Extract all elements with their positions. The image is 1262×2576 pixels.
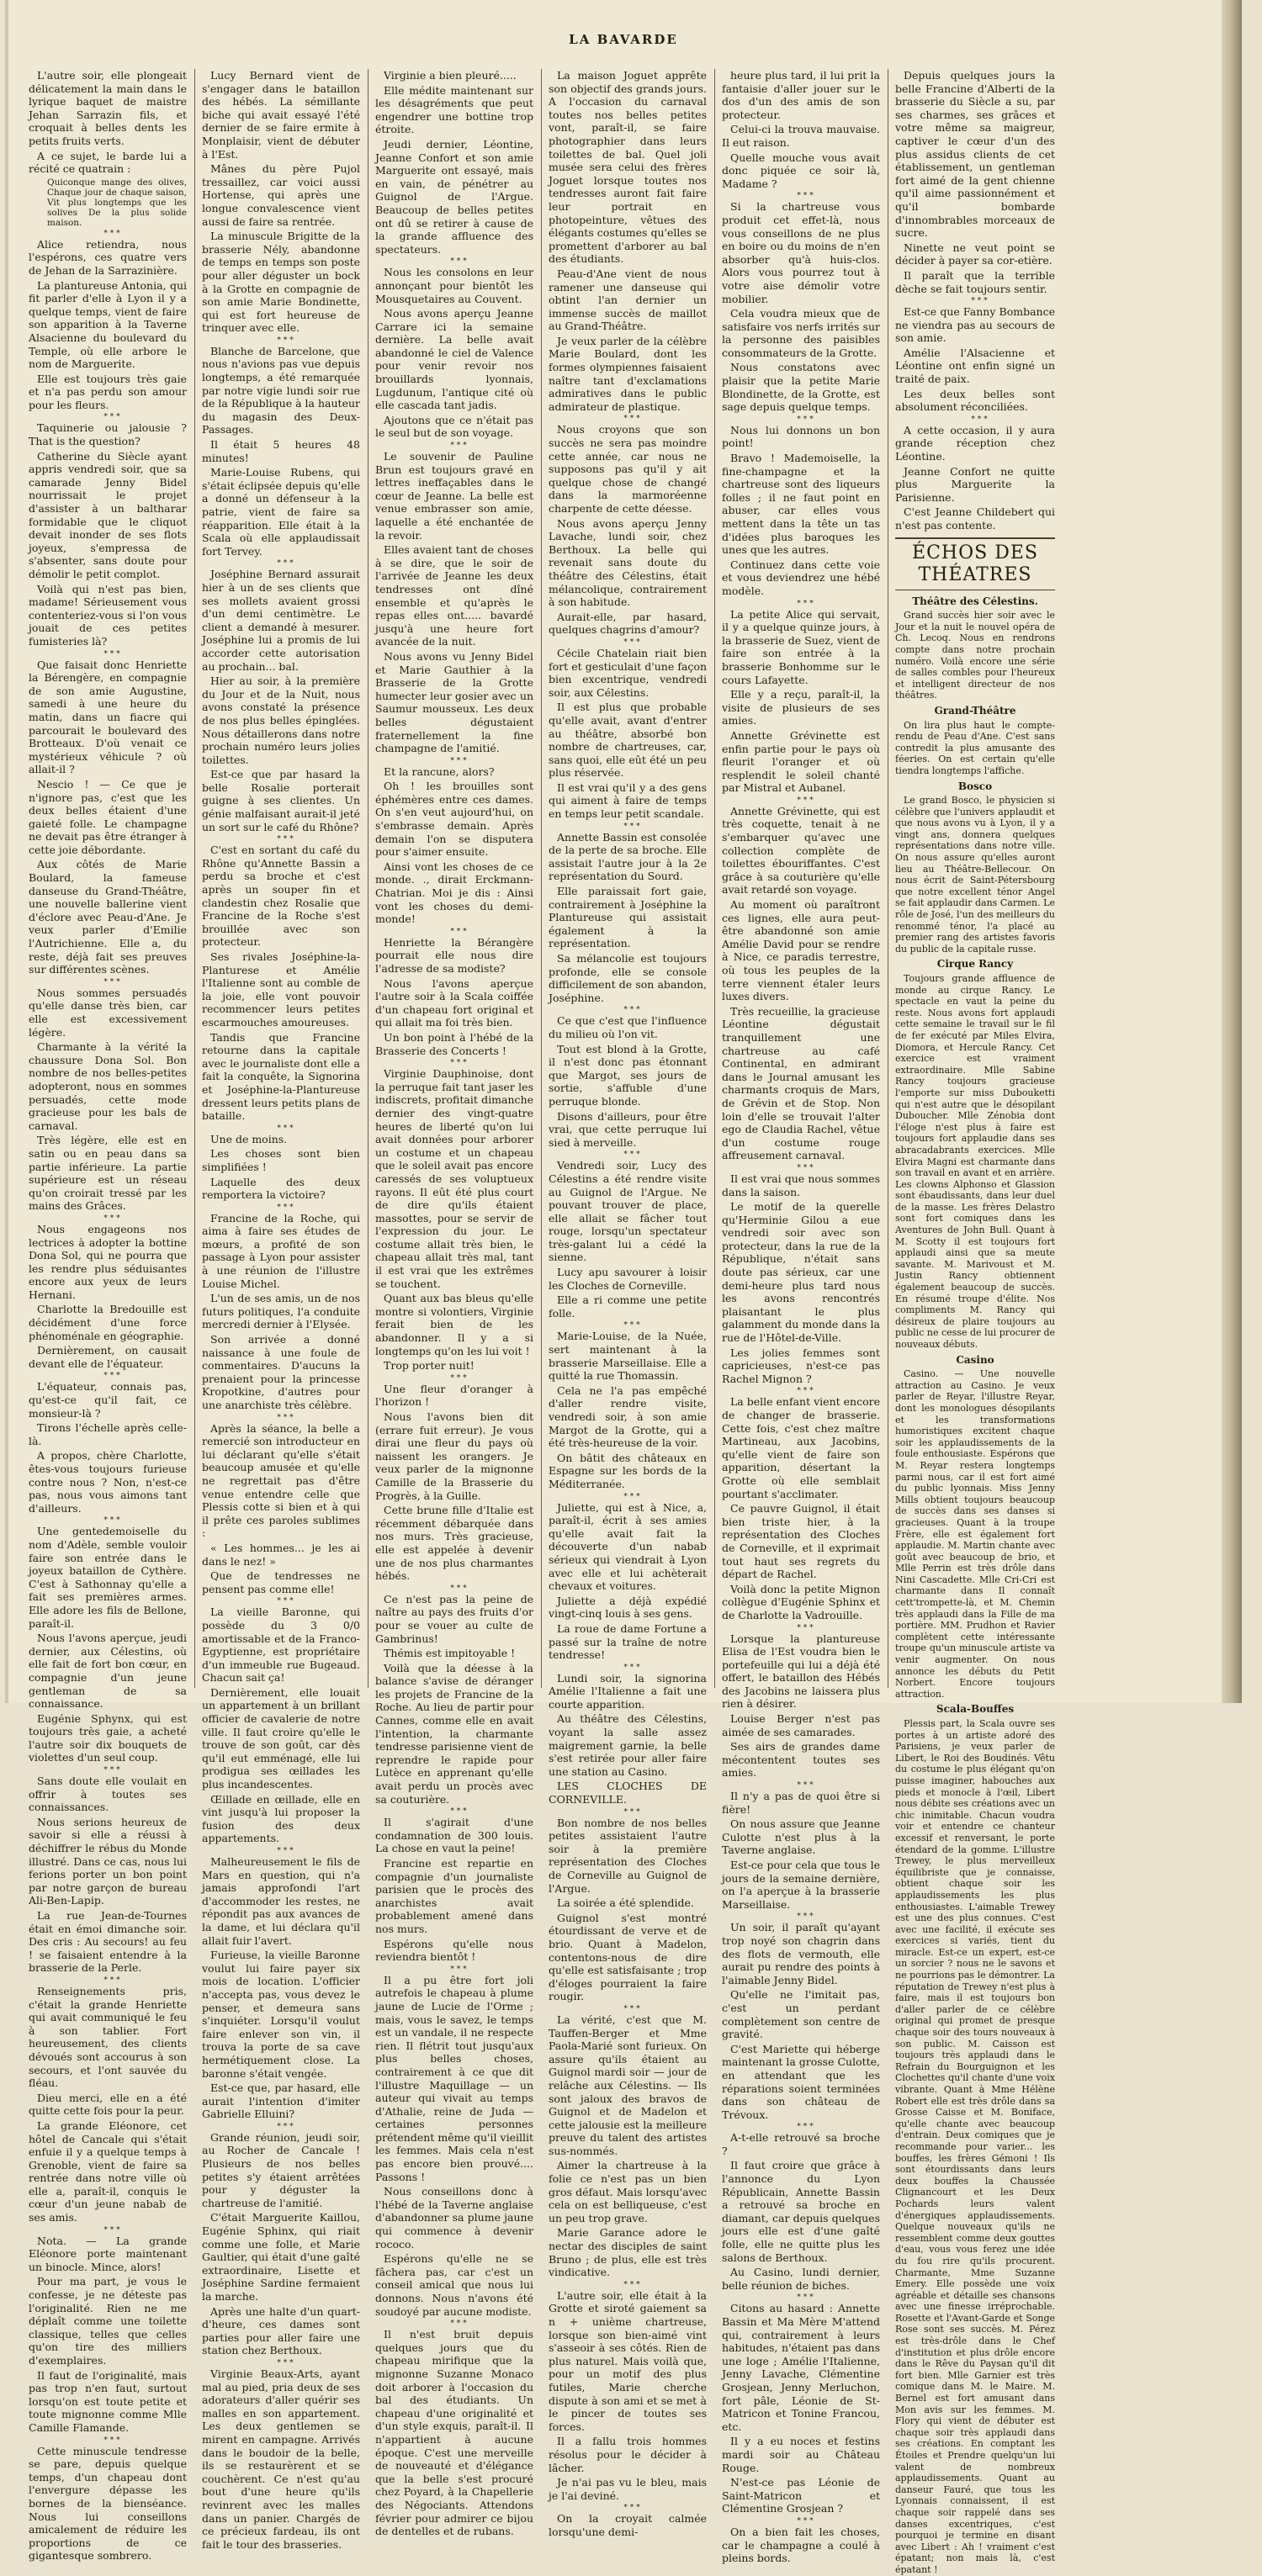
- echos-section-text: Toujours grande affluence de monde au cirque Rancy. Le spectacle en vaut la peine du reste. Nous avons fort applaudi cette semaine le travail sur le fil de fer exécuté par Miles Elvira, Diomora, et Hercule Rancy. Cet exercice est vraiment extraordinaire. Mlle Sabine Rancy toujours gracieuse l'emporte sur miss Dubouketti qui n'est autre que le désopilant Duboucher. Mlle Zénobia dont l'éloge n'est plus à faire est toujours fort applaudie dans ses abracadabrants exercices. Mlle Elvira Magni est charmante dans son travail en avant et en arrière. Les clowns Alphonso et Glassion sont ébaudissants, dans leur duel de la masse. Les frères Delastro sont fort comiques dans les Aventures de John Bull. Quant à M. Scotty il est toujours fort applaudi ainsi que sa meute savante. M. Marivoust et M. Justin Rancy obtiennent également beaucoup de succès. En résumé troupe d'élite. Nos compliments M. Rancy qui désireux de plaire toujours au public ne cesse de lui procurer de nouveaux débuts.: [895, 973, 1055, 1350]
- columns: [29, 69, 1232, 2575]
- article-paragraph: L'un de ses amis, un de nos futurs politiques, l'a conduite mercredi dernier à l'Elysée.: [202, 1292, 360, 1331]
- separator-asterism: * * *: [797, 1781, 814, 1791]
- article-paragraph: Sa mélancolie est toujours profonde, elle se console difficilement de son abandon, Joséphine.: [549, 952, 707, 1004]
- separator-asterism: * * *: [797, 1163, 814, 1172]
- separator-asterism: * * *: [797, 1912, 814, 1922]
- article-paragraph: Son arrivée a donné naissance à une foule de commentaires. D'aucuns la prenaient pour la princesse Kropotkine, d'autres pour une anarchiste très célèbre.: [202, 1333, 360, 1411]
- article-paragraph: Bravo ! Mademoiselle, la fine-champagne et la chartreuse sont des liqueurs folles ; il ne faut point en abuser, car elles vous mettent dans la tête un tas d'idées plus baroques les unes que les autres.: [722, 452, 880, 557]
- separator-asterism: * * *: [450, 1584, 467, 1593]
- article-paragraph: C'est en sortant du café du Rhône qu'Annette Bassin a perdu sa broche et c'est après un souper fin et clandestin chez Rosalie que Francine de la Roche s'est brouillée avec son protecteur.: [202, 844, 360, 949]
- article-paragraph: A cette occasion, il y aura grande réception chez Léontine.: [895, 423, 1055, 463]
- article-paragraph: Citons au hasard : Annette Bassin et Ma Mère M'attend qui, contrairement à leurs habitudes, n'étaient pas dans une loge ; Amélie l'Italienne, Jenny Lavache, Clémentine Grosjean, Jenny Merluchon, fort pâle, Léonie de St-Matricon et Tonine Francou, etc.: [722, 2302, 880, 2433]
- echos-section-title: Cirque Rancy: [936, 958, 1014, 971]
- article-paragraph: Thémis est impitoyable !: [384, 1647, 516, 1660]
- echos-section-title: Grand-Théâtre: [934, 704, 1016, 717]
- article-paragraph: La vieille Baronne, qui possède du 3 0/0 amortissable et de la Franco-Egyptienne, est propriétaire d'un immeuble rue Bugeaud. Chacun sait ça!: [202, 1605, 360, 1685]
- separator-asterism: * * *: [623, 2504, 640, 2513]
- separator-asterism: * * *: [623, 1321, 640, 1330]
- article-paragraph: Lucy apu savourer à loisir les Cloches de Corneville.: [549, 1266, 707, 1292]
- separator-asterism: * * *: [623, 1492, 640, 1501]
- article-paragraph: Elle a ri comme une petite folle.: [549, 1293, 707, 1320]
- article-paragraph: Nous conseillons donc à l'hébé de la Taverne anglaise d'abandonner sa plume jaune qui commence à devenir rococo.: [375, 2185, 533, 2251]
- article-paragraph: Furieuse, la vieille Baronne voulut lui faire payer six mois de location. L'officier n'accepta pas, vous devez le penser, et demeura sans s'inquiéter. Lorsqu'il voulut faire enlever son vin, il trouva la porte de sa cave hermétiquement close. La baronne s'était vengée.: [202, 1949, 360, 2080]
- echos-section-text: On lira plus haut le compte-rendu de Peau d'Ane. C'est sans contredit la plus amusante des féeries. On est certain qu'elle tiendra longtemps l'affiche.: [895, 719, 1055, 776]
- article-paragraph: Sans doute elle voulait en offrir à toutes ses connaissances.: [29, 1775, 187, 1814]
- article-paragraph: Dernièrement, elle louait un appartement à un brillant officier de cavalerie de notre ville. Il faut croire qu'elle le trouve de son goût, car dès qu'il eut emménagé, elle lui prodigua ses œillades les plus incandescentes.: [202, 1685, 360, 1791]
- article-paragraph: Qu'elle ne l'imitait pas, c'est un perdant complètement son centre de gravité.: [722, 1988, 880, 2041]
- article-paragraph: Annette Grévinette, qui est très coquette, tenait à ne s'embarquer qu'avec une collection complète de toilettes ébouriffantes. C'est grâce à sa couturière qu'elle avait retardé son voyage.: [722, 804, 880, 897]
- separator-asterism: * * *: [277, 559, 294, 569]
- article-paragraph: Nous les consolons en leur annonçant pour bientôt les Mousquetaires au Couvent.: [375, 266, 533, 305]
- separator-asterism: * * *: [797, 415, 814, 424]
- separator-asterism: * * *: [797, 1623, 814, 1632]
- separator-asterism: * * *: [450, 257, 467, 267]
- echos-section-title: Théâtre des Célestins.: [912, 595, 1038, 607]
- article-paragraph: Je veux parler de la célèbre Marie Boulard, dont les formes olympiennes faisaient naître tant d'exclamations admiratives dans le public admirateur de plastique.: [549, 334, 707, 413]
- article-paragraph: Nous avons aperçu Jeanne Carrare ici la semaine dernière. La belle avait abandonné le ciel de Valence pour venir revoir nos brouillards lyonnais, Lugdunum, l'antique cité où elle cascada tant jadis.: [375, 307, 533, 412]
- article-paragraph: Elle est toujours très gaie et n'a pas perdu son amour pour les fleurs.: [29, 372, 187, 411]
- article-paragraph: Est-ce que, par hasard, elle aurait l'intention d'imiter Gabrielle Elluini?: [202, 2081, 360, 2121]
- article-paragraph: Nous l'avons bien dit (errare fuit erreur). Je vous dirai une fleur du pays où naissent les orangers. Je veux parler de la mignonne Camille de la Brasserie du Progrès, à la Guille.: [375, 1410, 533, 1502]
- article-paragraph: Celui-ci la trouva mauvaise. Il eut raison.: [722, 123, 880, 149]
- article-paragraph: Les deux belles sont absolument réconciliées.: [895, 387, 1055, 414]
- article-paragraph: Charmante à la vérité la chaussure Dona Sol. Bon nombre de nos belles-petites adopteront, nous en sommes persuadés, cette mode gracieuse pour les bals de carnaval.: [29, 1040, 187, 1132]
- article-paragraph: Quant aux bas bleus qu'elle montre si volontiers, Virginie ferait bien de les abandonner. Il y a si longtemps qu'on les lui voit !: [375, 1292, 533, 1357]
- article-paragraph: Quelle mouche vous avait donc piquée ce soir là, Madame ?: [722, 151, 880, 190]
- column-3: [375, 69, 533, 2538]
- article-paragraph: La grande Eléonore, cet hôtel de Cancale qui s'était enfuie il y a quelque temps à Grenoble, vient de faire sa rentrée dans notre ville où elle a, paraît-il, conquis le cœur d'un jeune nabab de ses amis.: [29, 2118, 187, 2224]
- separator-asterism: * * *: [797, 599, 814, 608]
- article-paragraph: Au théâtre des Célestins, voyant la salle assez maigrement garnie, la belle s'est retirée pour aller faire une station au Casino.: [549, 1712, 707, 1778]
- separator-asterism: * * *: [450, 1807, 467, 1817]
- article-paragraph: Après la séance, la belle a remercié son introducteur en lui déclarant qu'elle s'était beaucoup amusée et qu'elle ne regrettait pas d'être venue entendre celle que Plessis cotte si bien et à qui il prête ces paroles sublimes :: [202, 1421, 360, 1540]
- separator-asterism: * * *: [797, 2293, 814, 2303]
- article-paragraph: Voilà qui n'est pas bien, madame! Sérieusement vous contenteriez-vous si l'on vous jouait de ces petites fumisteries là?: [29, 582, 187, 648]
- article-paragraph: Annette Bassin est consolée de la perte de sa broche. Elle assistait l'autre jour à la 2e représentation du Sourd.: [549, 830, 707, 883]
- echos-section-text: Le grand Bosco, le physicien si célèbre que l'univers applaudit et que nous avons vu à Lyon, il y a vingt ans, donnera quelques représentations dans notre ville. On nous assure qu'elles auront lieu au Théâtre-Bellecour. On nous écrit de Saint-Pétersbourg que notre excellent ténor Angel se fait applaudir dans Carmen. Le rôle de José, l'un des meilleurs du renommé ténor, l'a placé au premier rang des artistes favoris du public de la capitale russe.: [895, 795, 1055, 955]
- article-paragraph: Dieu merci, elle en a été quitte cette fois pour la peur.: [29, 2091, 187, 2118]
- article-paragraph: Nous serions heureux de savoir si elle a réussi à déchiffrer le rébus du Monde illustré. Dans ce cas, nous lui ferions porter un bon point par notre garçon de bureau Ali-Ben-Lapip.: [29, 1815, 187, 1907]
- article-paragraph: L'autre soir, elle plongeait délicatement la main dans le lyrique baquet de maistre Jehan Sarrazin fils, et croquait à belles dents les petits fruits verts.: [29, 69, 187, 147]
- article-paragraph: A propos, chère Charlotte, êtes-vous toujours furieuse contre nous ? Non, n'est-ce pas, nous vous aimons tant d'ailleurs.: [29, 1449, 187, 1515]
- article-paragraph: Grande réunion, jeudi soir, au Rocher de Cancale ! Plusieurs de nos belles petites s'y étaient arrêtées pour y déguster la chartreuse de l'amitié.: [202, 2130, 360, 2209]
- article-paragraph: Elle paraissait fort gaie, contrairement à Joséphine la Plantureuse qui assistait également à la représentation.: [549, 885, 707, 950]
- echos-heading: ÉCHOS DES THÉATRES: [895, 537, 1055, 590]
- article-paragraph: N'est-ce pas Léonie de Saint-Matricon et Clémentine Grosjean ?: [722, 2476, 880, 2515]
- article-paragraph: Jeanne Confort ne quitte plus Marguerite la Parisienne.: [895, 464, 1055, 504]
- article-paragraph: Ses rivales Joséphine-la-Planturese et Amélie l'Italienne sont au comble de la joie, elle vont pouvoir recommencer leurs petites escarmouches amoureuses.: [202, 950, 360, 1029]
- article-paragraph: Nescio ! — Ce que je n'ignore pas, c'est que les deux belles étaient d'une gaieté folle. Le champagne ne devait pas être étranger à cette joie débordante.: [29, 777, 187, 856]
- separator-asterism: * * *: [103, 977, 120, 986]
- article-paragraph: Nous l'avons aperçue, jeudi dernier, aux Célestins, où elle fait de fort bon cœur, en compagnie d'un jeune gentleman de sa connaissance.: [29, 1632, 187, 1711]
- article-paragraph: Le motif de la querelle qu'Herminie Gilou a eue vendredi soir avec son protecteur, dans la rue de la République, n'était sans doute pas sérieux, car une demi-heure plus tard nous les avons rencontrés plaisantant le plus galamment du monde dans la rue de l'Hôtel-de-Ville.: [722, 1200, 880, 1345]
- article-paragraph: A ce sujet, le barde lui a récité ce quatrain :: [29, 149, 187, 176]
- article-paragraph: Joséphine Bernard assurait hier à un de ses clients que ses mollets avaient grossi d'un demi centimètre. Le client a demandé à mesurer. Joséphine lui a promis de lui accorder cette autorisation au prochain... bal.: [202, 568, 360, 673]
- echos-section-title: Scala-Bouffes: [936, 1703, 1015, 1716]
- article-paragraph: Ce n'est pas la peine de naître au pays des fruits d'or pour se vouer au culte de Gambrinus!: [375, 1592, 533, 1645]
- article-paragraph: Les choses sont bien simplifiées !: [202, 1147, 360, 1173]
- article-paragraph: Marie-Louise, de la Nuée, sert maintenant à la brasserie Marseillaise. Elle a quitté la rue Thomassin.: [549, 1330, 707, 1383]
- separator-asterism: * * *: [450, 2319, 467, 2329]
- article-paragraph: Est-ce pour cela que tous le jours de la semaine dernière, on l'a aperçue à la brasserie Marseillaise.: [722, 1859, 880, 1911]
- article-paragraph: Juliette a déjà expédié vingt-cinq louis à ses gens.: [549, 1594, 707, 1621]
- article-paragraph: Louise Berger n'est pas aimée de ses camarades.: [722, 1712, 880, 1738]
- separator-asterism: * * *: [277, 2358, 294, 2367]
- separator-asterism: * * *: [277, 1413, 294, 1422]
- article-paragraph: Pour ma part, je vous le confesse, je ne déteste pas l'originalité. Rien ne me déplaît comme une toilette classique, telles que celles qu'on tire des milliers d'exemplaires.: [29, 2275, 187, 2367]
- article-paragraph: Marie Garance adore le nectar des disciples de saint Bruno ; de plus, elle est très vindicative.: [549, 2226, 707, 2279]
- article-paragraph: Elles avaient tant de choses à se dire, que le soir de l'arrivée de Jeanne les deux tendresses ont dîné ensemble et qu'après le repas elles ont..... bavardé jusqu'à une heure fort avancée de la nuit.: [375, 543, 533, 648]
- article-paragraph: Vendredi soir, Lucy des Célestins a été rendre visite au Guignol de l'Argue. Ne pouvant trouver de place, elle allait se fâcher tout rouge, lorsqu'un spectateur très-galant lui a cédé la sienne.: [549, 1159, 707, 1264]
- article-paragraph: On la croyait calmée lorsqu'une demi-: [549, 2512, 707, 2538]
- article-paragraph: Cette brune fille d'Italie est récemment débarquée dans nos murs. Très gracieuse, elle est appelée à devenir une de nos plus charmantes hébés.: [375, 1504, 533, 1583]
- page-edge: [1222, 0, 1242, 1703]
- article-paragraph: Ce que c'est que l'influence du milieu où l'on vit.: [549, 1014, 707, 1040]
- column-rule: [714, 69, 715, 1688]
- article-paragraph: Je n'ai pas vu le bleu, mais je l'ai deviné.: [549, 2476, 707, 2502]
- article-paragraph: Ninette ne veut point se décider à payer sa cor-etière.: [895, 241, 1055, 267]
- article-paragraph: La belle enfant vient encore de changer de brasserie. Cette fois, c'est chez maître Martineau, aux Jacobins, qu'elle vient de faire son apparition, désertant la Grotte où elle semblait pourtant s'acclimater.: [722, 1395, 880, 1500]
- separator-asterism: * * *: [797, 192, 814, 201]
- article-paragraph: Il n'est bruit depuis quelques jours que du chapeau mirifique que la mignonne Suzanne Monaco doit arborer à l'occasion du bal des étudiants. Un chapeau d'une originalité et d'un style exquis, paraît-il. Il n'appartient à aucune époque. C'est une merveille de nouveauté et d'élégance que la belle s'est procuré chez Poyard, à la Chapellerie des Négociants. Attendons février pour admirer ce bijou de dentelles et de rubans.: [375, 2328, 533, 2538]
- article-paragraph: Les jolies femmes sont capricieuses, n'est-ce pas Rachel Mignon ?: [722, 1346, 880, 1385]
- article-paragraph: Un bon point à l'hébé de la Brasserie des Concerts !: [375, 1030, 533, 1057]
- article-paragraph: Tirons l'échelle après celle-là.: [29, 1421, 187, 1447]
- article-paragraph: Ajoutons que ce n'était pas le seul but de son voyage.: [375, 413, 533, 440]
- article-paragraph: Cela voudra mieux que de satisfaire vos nerfs irrités sur la personne des paisibles consommateurs de la Grotte.: [722, 307, 880, 359]
- article-paragraph: Il a fallu trois hommes résolus pour le décider à lâcher.: [549, 2435, 707, 2474]
- article-paragraph: Nous l'avons aperçue l'autre soir à la Scala coiffée d'un chapeau fort original et qui allait ma foi très bien.: [375, 976, 533, 1029]
- article-paragraph: La rue Jean-de-Tournes était en émoi dimanche soir. Des cris : Au secours! au feu ! se faisaient entendre à la brasserie de la Perle.: [29, 1909, 187, 1975]
- separator-asterism: * * *: [103, 229, 120, 238]
- article-paragraph: Il est vrai qu'il y a des gens qui aiment à faire de temps en temps leur petit scandale.: [549, 780, 707, 821]
- article-paragraph: Que de tendresses ne pensent pas comme elle!: [202, 1569, 360, 1595]
- article-paragraph: Lucy Bernard vient de s'engager dans le bataillon des hébés. La sémillante biche qui avait essayé l'été dernier de se faire ermite à Monplaisir, vient de débuter à l'Est.: [202, 69, 360, 161]
- separator-asterism: * * *: [103, 1372, 120, 1381]
- article-paragraph: Blanche de Barcelone, que nous n'avions pas vue depuis longtemps, a été remarquée par notre vigie lundi soir rue de la République à la hauteur du magasin des Deux-Passages.: [202, 344, 360, 436]
- separator-asterism: * * *: [623, 1006, 640, 1015]
- article-paragraph: Malheureusement le fils de Mars en question, qui n'a jamais approfondi l'art d'accommoder les restes, ne répondit pas aux avances de la dame, et lui déclara qu'il allait fuir l'avert.: [202, 1855, 360, 1947]
- article-paragraph: Il a pu être fort joli autrefois le chapeau à plume jaune de Lucie de l'Orme ; mais, vous le savez, le temps est un vandale, il ne respecte rien. Il flétrit tout jusqu'aux plus belles choses, contrairement à ce que dit l'illustre Maquillage — un auteur qui vivait au temps d'Athalie, reine de Juda — certaines personnes prétendent même qu'il vieillit les femmes. Mais cela n'est pas encore bien prouvé.... Passons !: [375, 1973, 533, 2183]
- article-paragraph: Catherine du Siècle ayant appris vendredi soir, que sa camarade Jenny Bidel nourrissait le projet d'assister à un baltharar formidable que le cliquot devait inonder de ses flots joyeux, s'empressa de s'absenter, sans doute pour démolir le petit complot.: [29, 449, 187, 580]
- separator-asterism: * * *: [450, 442, 467, 451]
- article-paragraph: L'équateur, connais pas, qu'est-ce qu'il fait, ce monsieur-là ?: [29, 1380, 187, 1420]
- echos-section-title: Casino: [956, 1353, 994, 1366]
- article-paragraph: Henriette la Bérangère pourrait elle nous dire l'adresse de sa modiste?: [375, 935, 533, 975]
- article-paragraph: Aurait-elle, par hasard, quelques chagrins d'amour?: [549, 610, 707, 637]
- separator-asterism: * * *: [103, 1766, 120, 1775]
- article-paragraph: Virginie a bien pleuré.....: [384, 69, 517, 82]
- separator-asterism: * * *: [277, 1124, 294, 1133]
- article-paragraph: Depuis quelques jours la belle Francine d'Alberti de la brasserie du Siècle a su, par ses charmes, ses grâces et votre même sa maigreur, captiver le cœur d'un des plus assidus clients de cet établissement, un gentleman fort aimé de la gent chienne qu'il aime passionnément et qu'il bombarde d'innombrables morceaux de sucre.: [895, 69, 1055, 240]
- article-paragraph: Francine est repartie en compagnie d'un journaliste parisien que le procès des anarchistes avait probablement amené dans nos murs.: [375, 1857, 533, 1935]
- separator-asterism: * * *: [277, 1597, 294, 1606]
- article-paragraph: Très légère, elle est en satin ou en peau dans sa partie inférieure. La partie supérieure est un réseau qu'on croirait tressé par les mains des Grâces.: [29, 1134, 187, 1213]
- article-paragraph: C'est Mariette qui héberge maintenant la grosse Culotte, en attendant que les réparations soient terminées dans son château de Trévoux.: [722, 2042, 881, 2121]
- article-paragraph: Dernièrement, on causait devant elle de l'équateur.: [29, 1344, 187, 1370]
- separator-asterism: * * *: [971, 297, 988, 306]
- article-paragraph: Tout est blond à la Grotte, il n'est donc pas étonnant que Margot, ses jours de sortie, s'affuble d'une perruque blonde.: [549, 1042, 707, 1108]
- separator-asterism: * * *: [103, 1516, 120, 1526]
- separator-asterism: * * *: [277, 2122, 294, 2131]
- article-paragraph: Nous croyons que son succès ne sera pas moindre cette année, car nous ne supposons pas qu'il y ait quelque chose de changé dans la marmoréenne charpente de cette déesse.: [549, 423, 707, 515]
- article-paragraph: Nous constatons avec plaisir que la petite Marie Blondinette, de la Grotte, est sage depuis quelque temps.: [722, 361, 880, 414]
- article-paragraph: Laquelle des deux remportera la victoire?: [202, 1175, 360, 1202]
- article-paragraph: Il n'y a pas de quoi être si fière!: [722, 1790, 880, 1816]
- article-paragraph: LES CLOCHES DE CORNEVILLE.: [549, 1780, 707, 1806]
- article-paragraph: Très recueillie, la gracieuse Léontine dégustait tranquillement une chartreuse au café Continental, en admirant dans le Journal amusant les charmants croquis de Mars, de Grévin et de Stop. Non loin d'elle se trouvait l'alter ego de Claudia Rachel, vêtue d'un costume rouge affreusement carnaval.: [722, 1004, 880, 1162]
- article-paragraph: Nota. — La grande Eléonore porte maintenant un binocle. Mince, alors!: [29, 2234, 187, 2273]
- article-paragraph: heure plus tard, il lui prit la fantaisie d'aller jouer sur le dos d'un des amis de son protecteur.: [722, 69, 880, 121]
- article-paragraph: Eugénie Sphynx, qui est toujours très gaie, a acheté l'autre soir dix bouquets de violettes d'un seul coup.: [29, 1711, 187, 1764]
- article-paragraph: Cette minuscule tendresse se pare, depuis quelque temps, d'un chapeau dont l'envergure dépasse les bornes de la bienséance. Nous lui conseillons amicalement de réduire les proportions de ce gigantesque sombrero.: [29, 2444, 187, 2563]
- separator-asterism: * * *: [450, 1373, 467, 1383]
- article-paragraph: Virginie Beaux-Arts, ayant mal au pied, pria deux de ses adorateurs d'aller quérir ses malles en son appartement. Les deux gentlemen se mirent en campagne. Arrivés dans le boudoir de la belle, ils se restaurèrent et se couchèrent. Ce n'est qu'au bout d'une heure qu'ils revinrent avec les malles dans un panier. Chargés de ce précieux fardeau, ils ont fait le tour des brasseries.: [202, 2367, 360, 2551]
- separator-asterism: * * *: [623, 1663, 640, 1672]
- column-2: [202, 69, 360, 2551]
- separator-asterism: * * *: [623, 1150, 640, 1160]
- article-paragraph: Guignol s'est montré étourdissant de verve et de brio. Quant à Madelon, contentons-nous de dire qu'elle est satisfaisante ; trop d'éloges pourraient la faire rougir.: [549, 1911, 707, 2003]
- article-paragraph: Il est vrai que nous sommes dans la saison.: [722, 1172, 880, 1198]
- article-paragraph: Juliette, qui est à Nice, a, paraît-il, écrit à ses amies qu'elle avait fait la découverte d'un nabab sérieux qui viendrait à Lyon avec elle et lui achèterait chevaux et voitures.: [549, 1500, 707, 1593]
- article-paragraph: Marie-Louise Rubens, qui s'était éclipsée depuis qu'elle a donné un défenseur à la patrie, vient de faire sa réapparition. Elle était à la Scala où elle applaudissait fort Tervey.: [202, 466, 360, 558]
- article-paragraph: On bâtit des châteaux en Espagne sur les bords de la Méditerranée.: [549, 1451, 707, 1490]
- article-paragraph: Est-ce que par hasard la belle Rosalie porterait guigne à ses clientes. Un génie malfaisant aurait-il jeté un sort sur le café du Rhône?: [202, 768, 360, 833]
- article-paragraph: La plantureuse Antonia, qui fit parler d'elle à Lyon il y a quelque temps, vient de faire son apparition à la Taverne Alsacienne du boulevard du Temple, où elle arbore le nom de Marguerite.: [29, 278, 187, 371]
- article-paragraph: A-t-elle retrouvé sa broche ?: [722, 2131, 880, 2157]
- article-paragraph: La soirée a été splendide.: [557, 1896, 694, 1910]
- article-paragraph: Peau-d'Ane vient de nous ramener une danseuse qui obtint l'an dernier un immense succès de maillot au Grand-Théâtre.: [549, 267, 707, 333]
- article-paragraph: Bon nombre de nos belles petites assistaient l'autre soir à la première représentation des Cloches de Corneville au Guignol de l'Argue.: [549, 1816, 707, 1895]
- article-paragraph: Annette Grévinette est enfin partie pour le pays où fleurit l'oranger et où resplendit le soleil chanté par Mistral et Aubanel.: [722, 728, 880, 795]
- article-paragraph: Œillade en œillade, elle en vint jusqu'à lui proposer la fusion des deux appartements.: [202, 1792, 360, 1845]
- separator-asterism: * * *: [277, 1203, 294, 1212]
- article-paragraph: Il était 5 heures 48 minutes!: [202, 438, 360, 464]
- separator-asterism: * * *: [450, 756, 467, 765]
- article-paragraph: Voilà que la déesse à la balance s'avise de déranger les projets de Francine de la Roche. Au lieu de partir pour Cannes, comme elle en avait l'intention, la charmante tendresse parisienne vient de reprendre le rapide pour Lutèce en apprenant qu'elle avait perdu un procès avec sa couturière.: [375, 1661, 533, 1806]
- separator-asterism: * * *: [103, 649, 120, 659]
- article-paragraph: Trop porter nuit!: [384, 1359, 475, 1373]
- article-paragraph: La vérité, c'est que M. Tauffen-Berger et Mme Paola-Marié sont furieux. On assure qu'ils étaient au Guignol mardi soir — jour de relâche aux Célestins. — Ils sont jaloux des bravos de Guignol et de Madelon et cette jalousie est la meilleure preuve du talent des artistes sus-nommés.: [549, 2013, 707, 2157]
- article-paragraph: « Les hommes... je les ai dans le nez! »: [202, 1541, 360, 1568]
- echos-section-text: Plessis part, la Scala ouvre ses portes à un artiste adoré des Parisiens, je veux parler de Libert, le Roi des Boudinés. Vêtu du costume le plus élégant qu'on puisse imaginer, habouches aux pieds et monocle à l'œil, Libert nous débite ses créations avec un chic inimitable. Chacun voudra voir et entendre ce chanteur excessif et renversant, le porte étendard de la gomme. L'illustre Trewey, le plus merveilleux équilibriste que je connaisse, obtient chaque soir les applaudissements les plus enthousiastes. L'aimable Trewey est une des plus connues. C'est avec une facilité, il exécute ses exercices si variés, tient du miracle. Est-ce un expert, est-ce un sorcier ? nous ne le savons et ne pourrions pas le démontrer. La réputation de Trewey n'est plus à faire, mais il est toujours bon d'aller parler de ce célèbre original qui promet de presque chaque soir des tours nouveaux à son public. M. Caisson est toujours très applaudi dans le Refrain du Bourguignon et les Clochettes qu'il chante d'une voix vibrante. Quant à Mme Hélène Robert elle est très drôle dans sa Grosse Caisse et M. Boniface, qu'elle chante avec beaucoup d'entrain. Deux comiques que je recommande pour varier... les bouffes, les frères Gémoni ! Ils sont étourdissants dans leurs deux bouffes la Chaussée Clignancourt et les Deux Pochards leurs valent d'énergiques applaudissements. Quelque nouveaux qu'ils ne ressemblent comme deux gouttes d'eau, vous vous ferez une idée du fou rire qu'ils procurent. Charmante, Mme Suzanne Emery. Elle possède une voix agréable et détaille ses chansons avec une finesse irréprochable. Rosette et l'Avant-Garde et Songe Rose sont ses succès. M. Pérez est très-drôle dans le Chef d'institution et plus drôle encore dans le Rêve du Paysan qu'il dit fort bien. Mlle Garnier est très comique dans M. le Maire. M. Bernel est fort amusant dans Mon avis sur les femmes. M. Flory qui vient de débuter est chaque soir très applaudi dans ses créations. En comptant les Étoiles et Prendre quelqu'un lui valent de nombreux applaudissements. Quant au danseur Fauré, que tous les Lyonnais connaissent, il est chaque soir rappelé dans ses danses excentriques, c'est pourquoi je termine en disant avec Libert : Ah ! vraiment c'est épatant; non mais là, c'est épatant !: [895, 1718, 1055, 2575]
- separator-asterism: * * *: [623, 637, 640, 647]
- article-paragraph: Un soir, il paraît qu'ayant trop noyé son chagrin dans des flots de vermouth, elle aurait pu rendre des points à l'aimable Jenny Bidel.: [722, 1921, 880, 1986]
- article-paragraph: On nous assure que Jeanne Culotte n'est plus à la Taverne anglaise.: [722, 1817, 880, 1857]
- separator-asterism: * * *: [971, 415, 988, 424]
- separator-asterism: * * *: [103, 2436, 120, 2445]
- article-paragraph: Alice retiendra, nous l'espérons, ces quatre vers de Jehan de la Sarrazinière.: [29, 237, 187, 277]
- article-paragraph: Est-ce que Fanny Bombance ne viendra pas au secours de son amie.: [895, 305, 1055, 345]
- article-paragraph: Il faut croire que grâce à l'annonce du Lyon Républicain, Annette Bassin a retrouvé sa broche en diamant, car depuis quelques jours elle est d'une gaîté folle, elle ne quitte plus les salons de Berthoux.: [722, 2159, 880, 2264]
- separator-asterism: * * *: [277, 835, 294, 844]
- article-paragraph: Si la chartreuse vous produit cet effet-là, nous vous conseillons de ne plus en boire ou du moins de n'en absorber qu'à huis-clos. Alors vous pourrez tout à votre aise démolir votre mobilier.: [722, 200, 880, 305]
- article-paragraph: Le souvenir de Pauline Brun est toujours gravé en lettres ineffaçables dans le cœur de Jeanne. La belle est venue embrasser son amie, laquelle a été enchantée de la revoir.: [375, 450, 533, 542]
- article-paragraph: L'autre soir, elle était à la Grotte et siroté gaiement sa n + unième chartreuse, lorsque son bien-aimé vint s'asseoir à ses côtés. Rien de plus naturel. Mais voilà que, pour un motif des plus futiles, Marie cherche dispute à son ami et se met à le pincer de toutes ses forces.: [549, 2288, 707, 2433]
- article-paragraph: Continuez dans cette voie et vous deviendrez une hébé modèle.: [722, 558, 880, 597]
- article-paragraph: Il s'agirait d'une condamnation de 300 louis. La chose en vaut la peine!: [375, 1816, 533, 1855]
- article-paragraph: Nous sommes persuadés qu'elle danse très bien, car elle est excessivement légère.: [29, 986, 187, 1039]
- article-paragraph: Il faut de l'originalité, mais pas trop n'en faut, surtout lorsqu'on est toute petite et toute mignonne comme Mlle Camille Flamande.: [29, 2368, 187, 2434]
- column-1: [29, 69, 187, 2563]
- separator-asterism: * * *: [623, 822, 640, 831]
- article-paragraph: Une fleur d'oranger à l'horizon !: [375, 1382, 533, 1409]
- separator-asterism: * * *: [103, 1214, 120, 1223]
- column-6-gossip: [895, 69, 1055, 532]
- article-paragraph: Jeudi dernier, Léontine, Jeanne Confort et son amie Marguerite ont essayé, mais en vain, de pénétrer au Guignol de l'Argue. Beaucoup de belles petites ont dû se retirer à cause de la grande affluence des spectateurs.: [375, 137, 533, 256]
- echos-section-title: Bosco: [957, 780, 993, 792]
- article-paragraph: Une gentedemoiselle du nom d'Adèle, semble vouloir faire son entrée dans le joyeux bataillon de Cythère. C'est à Sathonnay qu'elle a fait ses premières armes. Elle adore les fils de Bellone, paraît-il.: [29, 1525, 187, 1630]
- article-paragraph: Nous lui donnons un bon point!: [722, 423, 880, 450]
- separator-asterism: * * *: [797, 2516, 814, 2526]
- article-paragraph: Francine de la Roche, qui aima à faire ses études de mœurs, a profité de son passage à Lyon pour assister à une réunion de l'illustre Louise Michel.: [202, 1211, 360, 1290]
- separator-asterism: * * *: [103, 1976, 120, 1985]
- article-paragraph: La roue de dame Fortune a passé sur la traîne de notre tendresse!: [549, 1621, 707, 1662]
- article-paragraph: Elle médite maintenant sur les désagréments que peut engendrer une bottine trop étroite.: [375, 83, 533, 136]
- article-paragraph: Elle y a reçu, paraît-il, la visite de plusieurs de ses amies.: [722, 688, 880, 727]
- separator-asterism: * * *: [623, 415, 640, 424]
- article-paragraph: Une de moins.: [210, 1132, 288, 1145]
- article-paragraph: La maison Joguet apprête son objectif des grands jours. A l'occasion du carnaval toutes nos belles petites vont, paraît-il, se faire photographier dans leurs toilettes de bal. Quel joli musée sera celui des frères Joguet lorsque toutes nos tendresses auront fait faire leur portrait en photopeinture, vêtues des élégants costumes qu'elles se promettent d'arborer au bal des étudiants.: [549, 69, 707, 266]
- article-paragraph: Voilà donc la petite Mignon collègue d'Eugénie Sphinx et de Charlotte la Vadrouille.: [722, 1582, 880, 1621]
- article-paragraph: Quiconque mange des olives, Chaque jour de chaque saison, Vit plus longtemps que les solives De la plus solide maison.: [47, 177, 187, 228]
- column-rule: [541, 69, 542, 1688]
- article-paragraph: Espérons qu'elle nous reviendra bientôt !: [375, 1937, 533, 1964]
- article-paragraph: La minuscule Brigitte de la brasserie Nély, abandonne de temps en temps son poste pour aller déguster un bock à la Grotte en compagnie de son amie Marie Bondinette, qui est fort heureuse de trinquer avec elle.: [202, 230, 360, 335]
- article-paragraph: Il est plus que probable qu'elle avait, avant d'entrer au théâtre, absorbé bon nombre de chartreuses, car, sans quoi, elle eût été un peu plus réservée.: [549, 701, 707, 780]
- article-paragraph: On a bien fait les choses, car le champagne a coulé à pleins bords.: [722, 2525, 880, 2565]
- article-paragraph: Amélie l'Alsacienne et Léontine ont enfin signé un traité de paix.: [895, 346, 1055, 386]
- article-paragraph: Après une halte d'un quart-d'heure, ces dames sont parties pour aller faire une station chez Berthoux.: [202, 2304, 360, 2357]
- column-4: [549, 69, 707, 2538]
- article-paragraph: Il paraît que la terrible dèche se fait toujours sentir.: [895, 268, 1055, 295]
- article-paragraph: Tandis que Francine retourne dans la capitale avec le journaliste dont elle a fait la conquête, la Signorina et Joséphine-la-Plantureuse dressent leurs petits plans de bataille.: [202, 1030, 360, 1123]
- article-paragraph: Mânes du père Pujol tressaillez, car voici aussi Hortense, qui après une longue convalescence vient aussi de faire sa rentrée.: [202, 162, 360, 228]
- article-paragraph: Virginie Dauphinoise, dont la perruque fait tant jaser les indiscrets, profitait dimanche dernier des vingt-quatre heures de liberté qu'on lui avait données pour arborer un costume et un chapeau que le soleil avait pas encore caressés de ses voluptueux rayons. Il eût été plus court de dire qu'ils étaient massottes, pour se servir de l'expression du jour. Le costume allait très bien, le chapeau allait très mal, tant il est vrai que les extrêmes se touchent.: [375, 1067, 533, 1290]
- article-paragraph: Cécile Chatelain riait bien fort et gesticulait d'une façon bien excentrique, vendredi soir, aux Célestins.: [549, 646, 707, 699]
- column-rule: [194, 69, 195, 1688]
- separator-asterism: * * *: [103, 413, 120, 422]
- newspaper-page: [5, 0, 1242, 2575]
- column-rule: [368, 69, 369, 1688]
- separator-asterism: * * *: [277, 336, 294, 345]
- article-paragraph: Ses airs de grandes dame mécontentent toutes ses amies.: [722, 1740, 880, 1780]
- separator-asterism: * * *: [623, 2280, 640, 2289]
- article-paragraph: Au moment où paraîtront ces lignes, elle aura peut-être abandonné son amie Amélie David pour se rendre à Nice, ce paradis terrestre, où tous les peuples de la terre viennent étaler leurs luxes divers.: [722, 898, 880, 1003]
- article-paragraph: Que faisait donc Henriette la Bérengère, en compagnie de son amie Augustine, samedi à une heure du matin, dans un fiacre qui parcourait le boulevard des Brotteaux. D'où venait ce mystérieux véhicule ? où allait-il ?: [29, 658, 187, 776]
- article-paragraph: Lundi soir, la signorina Amélie l'Italienne a fait une courte apparition.: [549, 1671, 707, 1711]
- article-paragraph: Ce pauvre Guignol, il était bien triste hier, à la représentation des Cloches de Corneville, et il exprimait tout haut ses regrets du départ de Rachel.: [722, 1502, 880, 1581]
- separator-asterism: * * *: [797, 2123, 814, 2132]
- column-5: [722, 69, 881, 2565]
- article-paragraph: Charlotte la Bredouille est décidément d'une force phénoménale en géographie.: [29, 1303, 187, 1342]
- article-paragraph: Ainsi vont les choses de ce monde. ., dirait Erckmann-Chatrian. Moi je dis : Ainsi vont les choses du demi-monde!: [375, 860, 533, 926]
- separator-asterism: * * *: [450, 1059, 467, 1068]
- article-paragraph: Taquinerie ou jalousie ? That is the question?: [29, 421, 187, 448]
- separator-asterism: * * *: [623, 1807, 640, 1817]
- separator-asterism: * * *: [277, 1847, 294, 1855]
- article-paragraph: La petite Alice qui servait, il y a quelque quinze jours, à la brasserie de Suez, vient de faire son entrée à la brasserie Bonhomme sur le cours Lafayette.: [722, 607, 880, 686]
- echos-sections: [895, 595, 1055, 2576]
- separator-asterism: * * *: [797, 1387, 814, 1396]
- article-paragraph: Aux côtés de Marie Boulard, la fameuse danseuse du Grand-Théâtre, une nouvelle ballerine vient d'éclore avec Peau-d'Ane. Je veux parler d'Emilie l'Autrichienne. Elle a, du reste, déjà fait ses preuves sur différentes scènes.: [29, 858, 187, 976]
- article-paragraph: C'est Jeanne Childebert qui n'est pas contente.: [895, 505, 1055, 532]
- article-paragraph: Renseignements pris, c'était la grande Henriette qui avait communiqué le feu à son tablier. Fort heureusement, des clients dévoués sont accourus à son secours, et l'ont sauvée du fléau.: [29, 1984, 187, 2090]
- separator-asterism: * * *: [623, 2004, 640, 2013]
- article-paragraph: C'était Marguerite Kaillou, Eugénie Sphinx, qui riait comme une folle, et Marie Gaultier, qui était d'une gaîté extraordinaire, Lisette et Joséphine Sardine fermaient la marche.: [202, 2211, 360, 2303]
- article-paragraph: Lorsque la plantureuse Elisa de l'Est voudra bien le portefeuille qui lui a déjà été offert, le bataillon des Hébés des Jacobins ne laissera plus rien à désirer.: [722, 1632, 880, 1711]
- article-paragraph: Espérons qu'elle ne se fâchera pas, car c'est un conseil amical que nous lui donnons. Nous n'avons été soudoyé par aucune modiste.: [375, 2252, 533, 2318]
- article-paragraph: Et la rancune, alors?: [384, 764, 495, 778]
- column-6: [895, 69, 1055, 2575]
- separator-asterism: * * *: [450, 1965, 467, 1974]
- echos-section-text: Grand succès hier soir avec le Jour et la nuit le nouvel opéra de Ch. Lecoq. Nous en rendrons compte dans notre prochain numéro. Voilà encore une série de salles combles pour l'heureux et intelligent directeur de nos théâtres.: [895, 610, 1055, 701]
- article-paragraph: Au Casino, lundi dernier, belle réunion de biches.: [722, 2266, 880, 2292]
- separator-asterism: * * *: [450, 927, 467, 936]
- article-paragraph: Disons d'ailleurs, pour être vrai, que cette perruque lui sied à merveille.: [549, 1109, 707, 1149]
- article-paragraph: Aimer la chartreuse à la folie ce n'est pas un bien gros défaut. Mais lorsqu'avec cela on est belliqueuse, c'est un peu trop grave.: [549, 2159, 707, 2224]
- echos-section-text: Casino. — Une nouvelle attraction au Casino. Je veux parler de Reyar, l'illustre Reyar, dont les monologues désopilants et les transformations humoristiques excitent chaque soir les applaudissements de la foule enthousiaste. Espérons que M. Reyar restera longtemps parmi nous, car il est fort aimé du public lyonnais. Miss Jenny Mills obtient toujours beaucoup de succès dans ses danses si gracieuses. Quant à la troupe Frère, elle est également fort applaudie. M. Martin chante avec goût avec beaucoup de brio, et Mlle Perrin est très drôle dans Nini Cascadette. Mlle Cri-Cri est charmante dans Il connaît cett'trompette-là, et M. Chemin très applaudi dans la Fille de ma portière. MM. Prudhon et Ravier complètent cette intéressante troupe qu'un minuscule artiste va venir augmenter. On nous annonce les débuts du Petit Norbert. Encore toujours attraction.: [895, 1368, 1055, 1700]
- article-paragraph: Oh ! les brouilles sont éphémères entre ces dames. On s'en veut aujourd'hui, on s'embrasse demain. Après demain l'on se disputera pour s'aimer ensuite.: [375, 780, 533, 859]
- article-paragraph: Nous avons vu Jenny Bidel et Marie Gauthier à la Brasserie de la Grotte humecter leur gosier avec un Saumur mousseux. Les deux belles dégustaient fraternellement la fine champagne de l'amitié.: [375, 649, 533, 755]
- article-paragraph: Nous avons aperçu Jenny Lavache, lundi soir, chez Berthoux. La belle qui revenait sans doute du théâtre des Célestins, était mélancolique, contrairement à son habitude.: [549, 516, 707, 609]
- article-paragraph: Hier au soir, à la première du Jour et de la Nuit, nous avons constaté la présence de nos plus belles épinglées. Nous détaillerons dans notre prochain numéro leurs jolies toilettes.: [202, 674, 360, 766]
- separator-asterism: * * *: [103, 2225, 120, 2235]
- article-paragraph: Il y a eu noces et festins mardi soir au Château Rouge.: [722, 2435, 880, 2474]
- separator-asterism: * * *: [797, 796, 814, 805]
- masthead: LA BAVARDE: [569, 32, 678, 47]
- article-paragraph: Nous engageons nos lectrices à adopter la bottine Dona Sol, qui ne pourra que les rendre plus séduisantes encore aux yeux de leurs Hernani.: [29, 1222, 187, 1301]
- article-paragraph: Cela ne l'a pas empêché d'aller rendre visite, vendredi soir, à son amie Margot de la Grotte, qui a été très-heureuse de la voir.: [549, 1383, 707, 1450]
